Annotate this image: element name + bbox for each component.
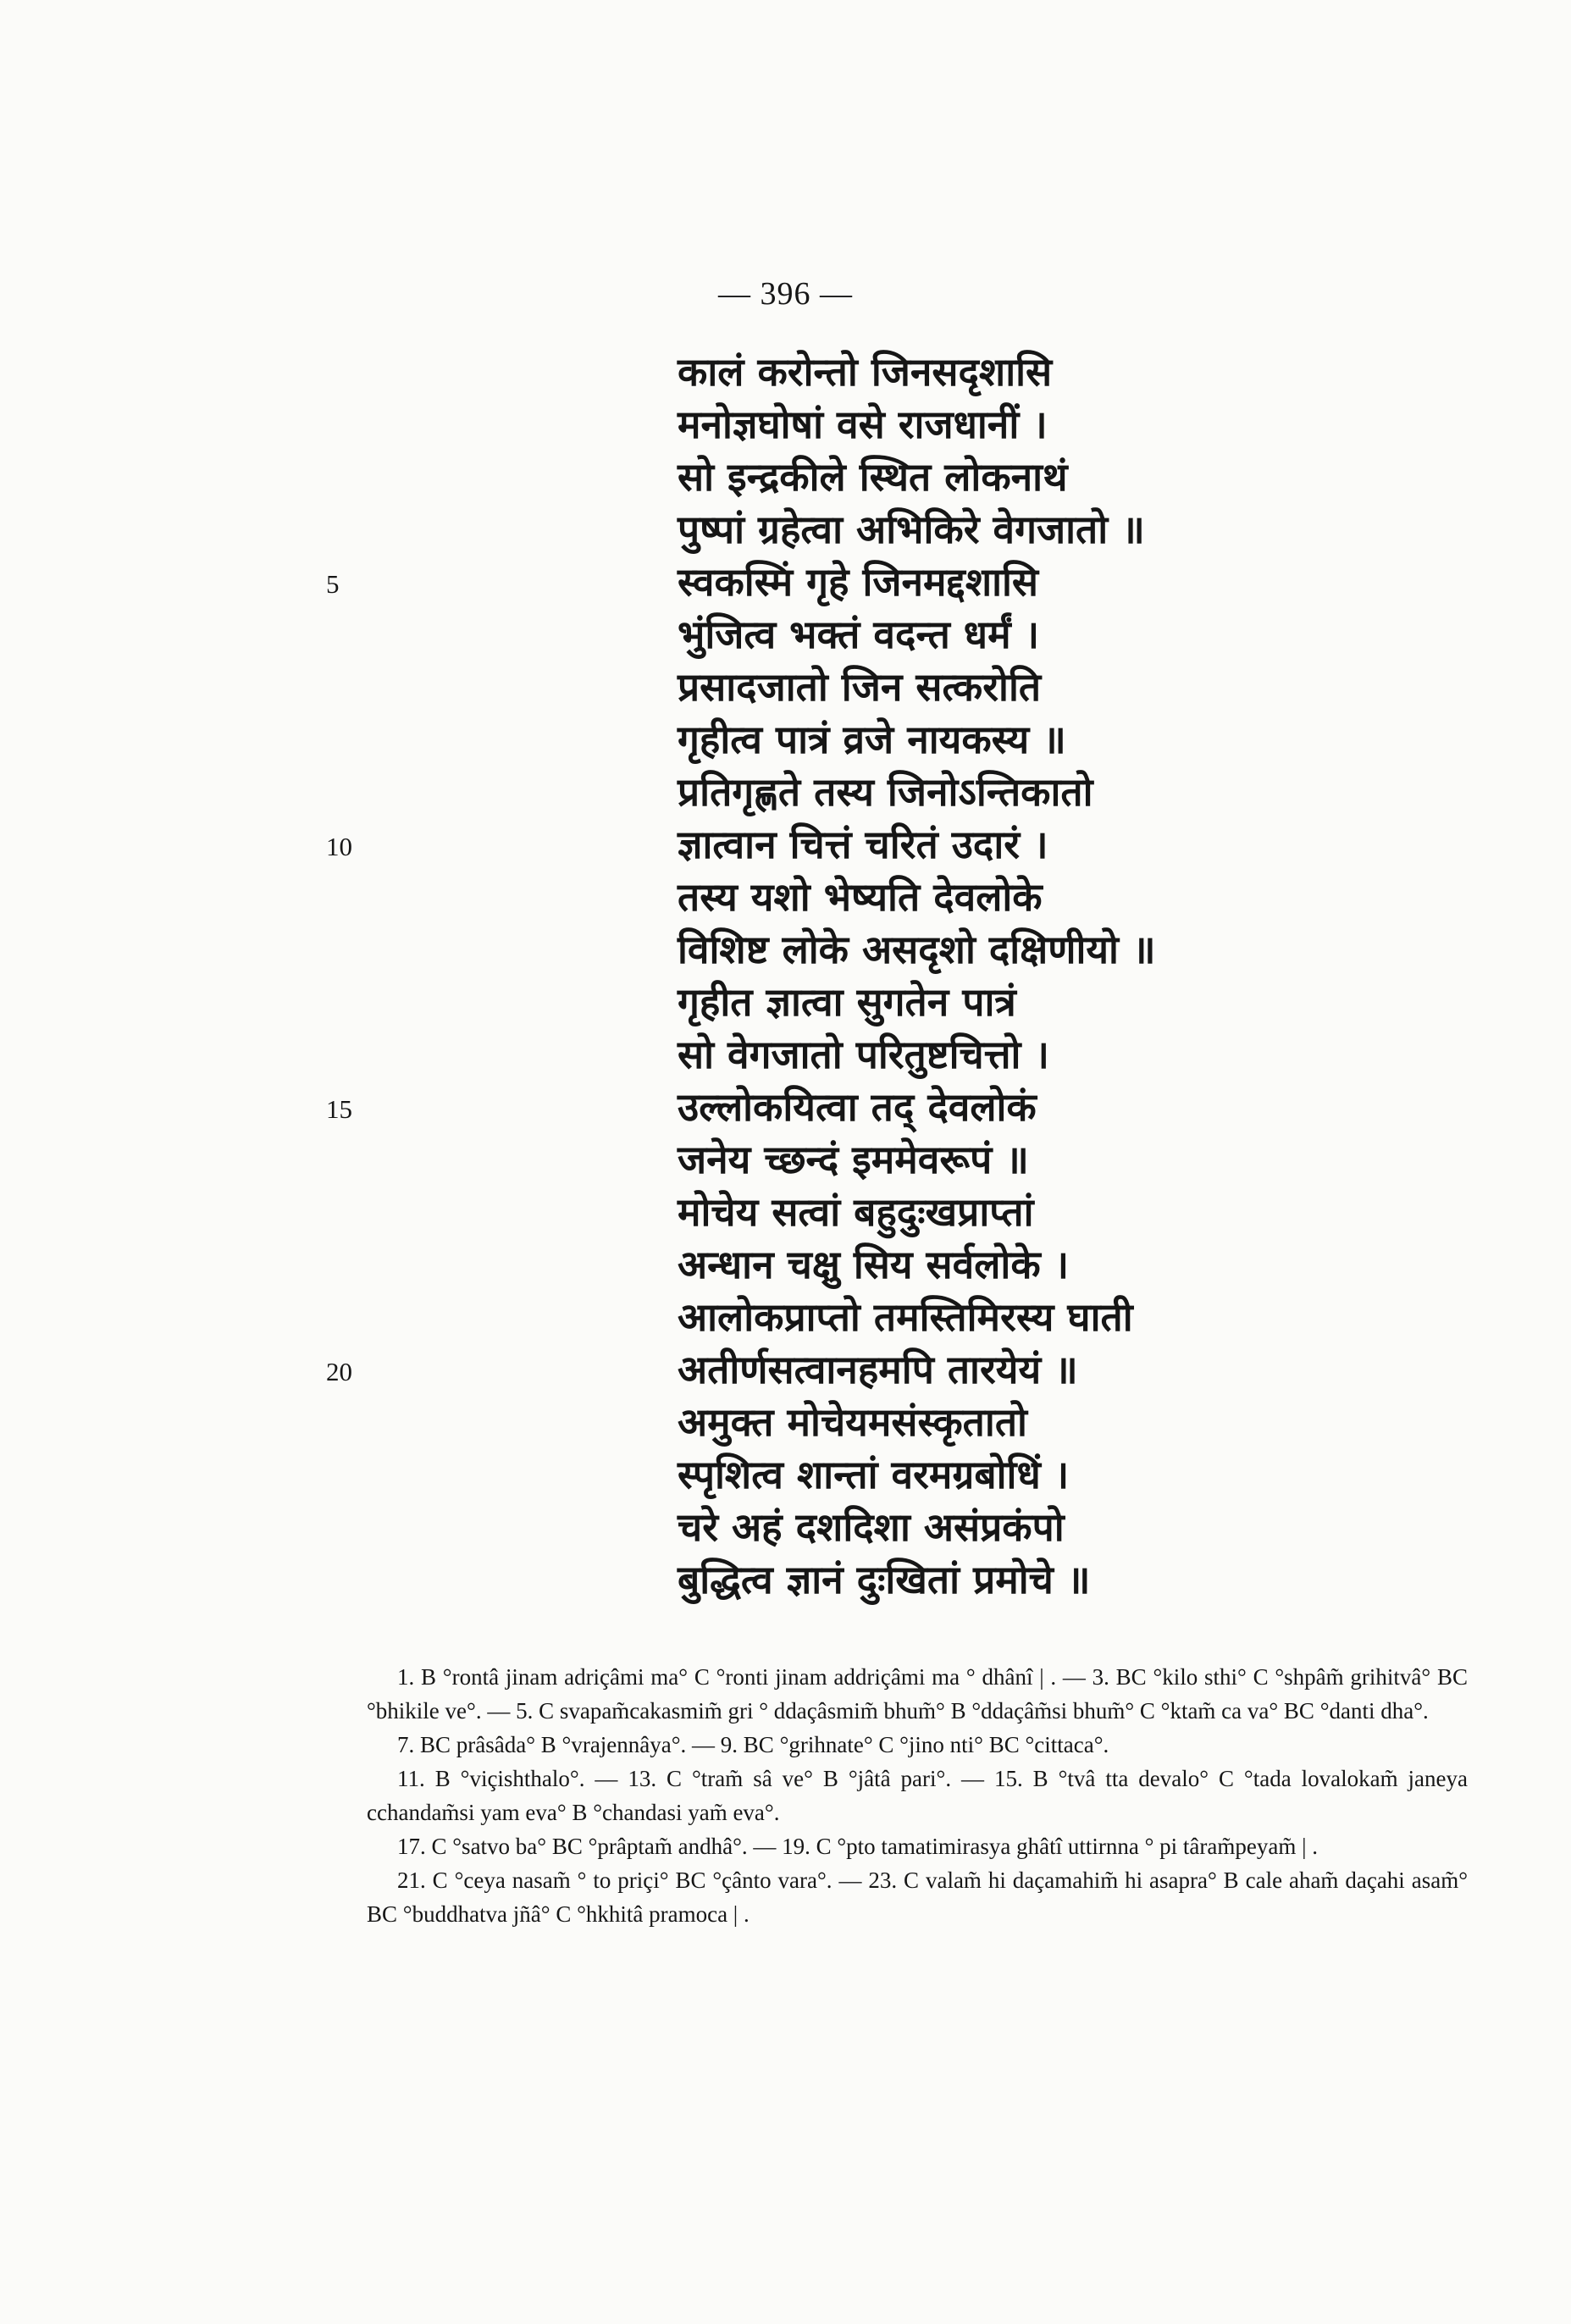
verse-line-20: अतीर्णसत्वानहमपि तारयेयं ॥ [678, 1347, 1078, 1392]
verse-line-11: तस्य यशो भेष्यति देवलोके [678, 874, 1043, 920]
footnote-17-19: 17. C °satvo ba° BC °prâptam̃ andhâ°. — 19. C °pto tamatimirasya ghâtî uttirnna ° pi târam̃peyam̃ | . [397, 1834, 1318, 1859]
verse-line-18: अन्धान चक्षु सिय सर्वलोके । [678, 1242, 1070, 1287]
verse-line-5: स्वकस्मिं गृहे जिनमद्दशासि [678, 559, 1039, 605]
verse-line-13: गृहीत ज्ञात्वा सुगतेन पात्रं [678, 979, 1016, 1025]
verse-line-21: अमुक्त मोचेयमसंस्कृतातो [678, 1399, 1027, 1445]
verse-line-8: गृहीत्व पात्रं व्रजे नायकस्य ॥ [678, 717, 1066, 762]
verse-line-6: भुंजित्व भक्तं वदन्त धर्मं । [678, 611, 1040, 657]
line-number-5: 5 [326, 569, 340, 599]
line-number-20: 20 [326, 1357, 352, 1386]
verse-line-15: उल्लोकयित्वा तद् देवलोकं [678, 1084, 1037, 1130]
verse-line-2: मनोज्ञघोषां वसे राजधानीं । [678, 401, 1048, 447]
line-number-15: 15 [326, 1094, 352, 1124]
footnote-7-9: 7. BC prâsâda° B °vrajennâya°. — 9. BC °grihnate° C °jino nti° BC °cittaca°. [397, 1732, 1109, 1757]
verse-line-23: चरे अहं दशदिशा असंप्रकंपो [678, 1504, 1065, 1550]
verse-line-1: कालं करोन्तो जिनसदृशासि [678, 349, 1053, 395]
verse-line-7: प्रसादजातो जिन सत्करोति [678, 664, 1042, 710]
footnote-11-15: 11. B °viçishthalo°. — 13. C °tram̃ sâ ve° B °jâtâ pari°. — 15. B °tvâ tta devalo° C °tada lovalokam̃ janeya cchandam̃si yam eva° B °chandasi yam̃ eva°. [367, 1766, 1468, 1825]
verse-line-4: पुष्पां ग्रहेत्वा अभिकिरे वेगजातो ॥ [678, 506, 1145, 552]
footnote-21-23: 21. C °ceya nasam̃ ° to priçi° BC °çânto vara°. — 23. C valam̃ hi daçamahim̃ hi asapra° B cale aham̃ daçahi asam̃° BC °buddhatva jñâ° C °hkhitâ pramoca | . [367, 1868, 1468, 1927]
verse-line-10: ज्ञात्वान चित्तं चरितं उदारं । [678, 822, 1048, 867]
verse-line-14: सो वेगजातो परितुष्टचित्तो । [678, 1032, 1049, 1077]
line-number-10: 10 [326, 832, 352, 861]
verse-line-12: विशिष्ट लोके असदृशो दक्षिणीयो ॥ [678, 927, 1156, 972]
verse-line-3: सो इन्द्रकीले स्थित लोकनाथं [678, 454, 1068, 500]
verse-line-22: स्पृशित्व शान्तां वरमग्रबोधिं । [678, 1452, 1070, 1497]
footnote-1-4: 1. B °rontâ jinam adriçâmi ma° C °ronti jinam addriçâmi ma ° dhânî | . — 3. BC °kilo sthi° C °shpâm̃ grihitvâ° BC °bhikile ve°. — 5. C svapam̃cakasmim̃ gri ° ddaçâsmim̃ bhum̃° B °ddaçâm̃si bhum̃° C °ktam̃ ca va° BC °danti dha°. [367, 1664, 1468, 1724]
page-number: — 396 — [718, 276, 853, 312]
verse-block [0, 346, 1571, 1650]
verse-line-16: जनेय च्छन्दं इममेवरूपं ॥ [678, 1137, 1029, 1182]
verse-line-24: बुद्धित्व ज्ञानं दुःखितां प्रमोचे ॥ [678, 1557, 1091, 1602]
footnotes [367, 1660, 1468, 1931]
verse-line-17: मोचेय सत्वां बहुदुःखप्राप्तां [678, 1189, 1034, 1235]
verse-line-19: आलोकप्राप्तो तमस्तिमिरस्य घाती [678, 1294, 1133, 1340]
verse-line-9: प्रतिगृह्णते तस्य जिनोऽन्तिकातो [678, 769, 1093, 815]
